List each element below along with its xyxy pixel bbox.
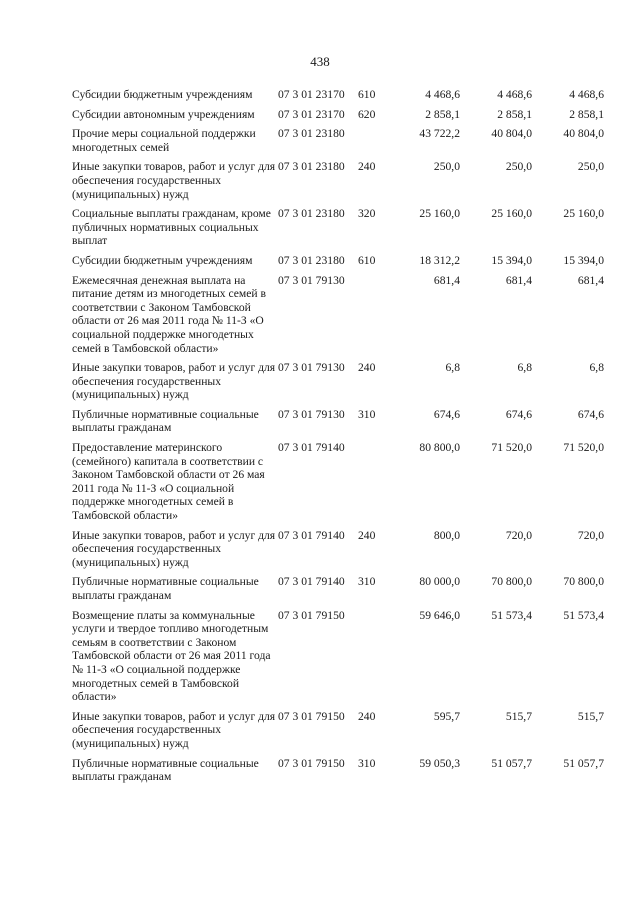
target-article-code: 07 3 01 79140 <box>278 575 345 589</box>
amount-year-3: 4 468,6 <box>569 88 604 101</box>
amount-year-3: 71 520,0 <box>563 441 604 455</box>
amount-year-1: 2 858,1 <box>425 107 460 121</box>
expense-type-code: 240 <box>358 361 376 375</box>
amount-year-1: 59 646,0 <box>419 608 460 622</box>
amount-year-2: 70 800,0 <box>491 575 532 589</box>
target-article-code: 07 3 01 79130 <box>278 407 345 421</box>
table-row <box>72 274 612 356</box>
amount-year-1: 43 722,2 <box>419 127 460 141</box>
target-article-code: 07 3 01 79130 <box>278 361 345 375</box>
table-row <box>72 441 612 523</box>
table-row <box>72 254 612 268</box>
expense-type-code: 610 <box>358 88 376 101</box>
table-row <box>72 88 612 102</box>
expense-type-code: 310 <box>358 756 376 770</box>
expense-type-code: 610 <box>358 253 376 267</box>
amount-year-3: 2 858,1 <box>569 107 604 121</box>
row-name: Публичные нормативные социальные выплаты гражданам <box>72 756 259 784</box>
target-article-code: 07 3 01 23180 <box>278 127 345 141</box>
amount-year-1: 6,8 <box>445 361 460 375</box>
target-article-code: 07 3 01 79140 <box>278 528 345 542</box>
amount-year-2: 250,0 <box>505 160 532 174</box>
amount-year-1: 250,0 <box>433 160 460 174</box>
row-name: Предоставление материнского (семейного) капитала в соответствии с Законом Тамбовской области от 26 мая 2011 года № 11-З «О социальной поддержке многодетных семей в Тамбовской области» <box>72 441 265 523</box>
amount-year-2: 720,0 <box>505 528 532 542</box>
amount-year-1: 25 160,0 <box>419 207 460 221</box>
target-article-code: 07 3 01 23180 <box>278 160 345 174</box>
amount-year-3: 25 160,0 <box>563 207 604 221</box>
amount-year-1: 80 800,0 <box>419 441 460 455</box>
row-name: Публичные нормативные социальные выплаты гражданам <box>72 407 259 435</box>
target-article-code: 07 3 01 79130 <box>278 273 345 287</box>
expense-type-code: 620 <box>358 107 376 121</box>
row-name: Ежемесячная денежная выплата на питание детям из многодетных семей в соответствии с Законом Тамбовской области от 26 мая 2011 года № 11-З «О социальной поддержке многодетных семей в Тамбовской области» <box>72 273 266 355</box>
expense-type-code: 240 <box>358 160 376 174</box>
amount-year-2: 4 468,6 <box>497 88 532 101</box>
amount-year-1: 674,6 <box>433 407 460 421</box>
expense-type-code: 310 <box>358 407 376 421</box>
amount-year-2: 6,8 <box>517 361 532 375</box>
row-name: Публичные нормативные социальные выплаты гражданам <box>72 575 259 602</box>
row-name: Субсидии бюджетным учреждениям <box>72 88 253 101</box>
target-article-code: 07 3 01 79140 <box>278 441 345 455</box>
amount-year-3: 15 394,0 <box>563 253 604 267</box>
table-row <box>72 160 612 201</box>
target-article-code: 07 3 01 23180 <box>278 207 345 221</box>
amount-year-3: 681,4 <box>577 273 604 287</box>
amount-year-2: 71 520,0 <box>491 441 532 455</box>
amount-year-2: 2 858,1 <box>497 107 532 121</box>
amount-year-1: 595,7 <box>433 709 460 723</box>
row-name: Иные закупки товаров, работ и услуг для обеспечения государственных (муниципальных) нужд <box>72 709 276 750</box>
row-name: Возмещение платы за коммунальные услуги и твердое топливо многодетным семьям в соответствии с Законом Тамбовской области от 26 мая 2011 года № 11-З «О социальной поддержке многодетных семей в Тамбовской области» <box>72 608 271 704</box>
table-row <box>72 710 612 751</box>
amount-year-1: 4 468,6 <box>425 88 460 101</box>
amount-year-1: 681,4 <box>433 273 460 287</box>
table-row <box>72 408 612 435</box>
amount-year-1: 80 000,0 <box>419 575 460 589</box>
amount-year-2: 51 573,4 <box>491 608 532 622</box>
expense-type-code: 320 <box>358 207 376 221</box>
target-article-code: 07 3 01 23180 <box>278 253 345 267</box>
amount-year-3: 674,6 <box>577 407 604 421</box>
target-article-code: 07 3 01 23170 <box>278 88 345 101</box>
budget-table <box>72 88 612 790</box>
row-name: Иные закупки товаров, работ и услуг для обеспечения государственных (муниципальных) нужд <box>72 361 276 402</box>
amount-year-1: 800,0 <box>433 528 460 542</box>
row-name: Иные закупки товаров, работ и услуг для обеспечения государственных (муниципальных) нужд <box>72 160 276 201</box>
table-row <box>72 575 612 602</box>
table-row <box>72 207 612 248</box>
amount-year-3: 51 057,7 <box>563 756 604 770</box>
amount-year-2: 25 160,0 <box>491 207 532 221</box>
target-article-code: 07 3 01 79150 <box>278 709 345 723</box>
amount-year-2: 674,6 <box>505 407 532 421</box>
amount-year-3: 6,8 <box>589 361 604 375</box>
row-name: Субсидии бюджетным учреждениям <box>72 253 253 267</box>
row-name: Иные закупки товаров, работ и услуг для обеспечения государственных (муниципальных) нужд <box>72 528 276 569</box>
amount-year-2: 51 057,7 <box>491 756 532 770</box>
amount-year-1: 18 312,2 <box>419 253 460 267</box>
amount-year-3: 70 800,0 <box>563 575 604 589</box>
amount-year-3: 515,7 <box>577 709 604 723</box>
amount-year-3: 40 804,0 <box>563 127 604 141</box>
amount-year-3: 250,0 <box>577 160 604 174</box>
amount-year-2: 40 804,0 <box>491 127 532 141</box>
table-row <box>72 361 612 402</box>
amount-year-2: 515,7 <box>505 709 532 723</box>
row-name: Прочие меры социальной поддержки многодетных семей <box>72 127 256 154</box>
amount-year-1: 59 050,3 <box>419 756 460 770</box>
table-row <box>72 127 612 154</box>
expense-type-code: 310 <box>358 575 376 589</box>
target-article-code: 07 3 01 79150 <box>278 608 345 622</box>
amount-year-2: 681,4 <box>505 273 532 287</box>
table-row <box>72 529 612 570</box>
table-row <box>72 609 612 704</box>
row-name: Социальные выплаты гражданам, кроме публичных нормативных социальных выплат <box>72 207 271 248</box>
target-article-code: 07 3 01 79150 <box>278 756 345 770</box>
amount-year-3: 720,0 <box>577 528 604 542</box>
page-number: 438 <box>310 54 330 69</box>
expense-type-code: 240 <box>358 528 376 542</box>
amount-year-2: 15 394,0 <box>491 253 532 267</box>
row-name: Субсидии автономным учреждениям <box>72 107 255 121</box>
target-article-code: 07 3 01 23170 <box>278 107 345 121</box>
table-row <box>72 757 612 784</box>
table-row <box>72 108 612 122</box>
expense-type-code: 240 <box>358 709 376 723</box>
amount-year-3: 51 573,4 <box>563 608 604 622</box>
